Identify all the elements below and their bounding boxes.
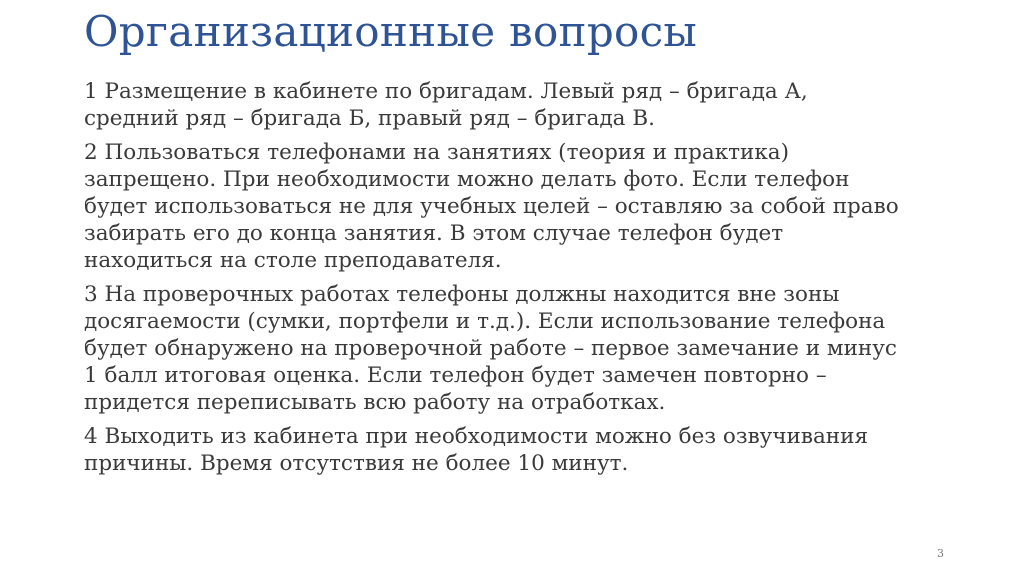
paragraph-line: 1 Размещение в кабинете по бригадам. Левый ряд – бригада А, [84, 79, 808, 104]
paragraph-line: будет обнаружено на проверочной работе – первое замечание и минус [84, 336, 897, 361]
slide-title: Организационные вопросы [84, 7, 698, 56]
slide-body [84, 78, 1014, 484]
paragraph-line: запрещено. При необходимости можно делать фото. Если телефон [84, 167, 850, 192]
paragraph-placement [84, 78, 1014, 132]
paragraph-line: 3 На проверочных работах телефоны должны находится вне зоны [84, 282, 840, 307]
paragraph-line: досягаемости (сумки, портфели и т.д.). Если использование телефона [84, 309, 886, 334]
paragraph-line: причины. Время отсутствия не более 10 минут. [84, 451, 629, 476]
paragraph-line: средний ряд – бригада Б, правый ряд – бригада В. [84, 106, 655, 131]
paragraph-line: 1 балл итоговая оценка. Если телефон будет замечен повторно – [84, 363, 827, 388]
paragraph-leaving [84, 423, 1014, 477]
paragraph-line: 4 Выходить из кабинета при необходимости можно без озвучивания [84, 424, 869, 449]
paragraph-line: забирать его до конца занятия. В этом случае телефон будет [84, 221, 784, 246]
paragraph-line: находиться на столе преподавателя. [84, 248, 502, 273]
paragraph-tests [84, 281, 1014, 416]
page-number: 3 [937, 547, 944, 560]
paragraph-phones [84, 139, 1014, 274]
paragraph-line: 2 Пользоваться телефонами на занятиях (теория и практика) [84, 140, 789, 165]
paragraph-line: придется переписывать всю работу на отработках. [84, 390, 666, 415]
paragraph-line: будет использоваться не для учебных целей – оставляю за собой право [84, 194, 899, 219]
